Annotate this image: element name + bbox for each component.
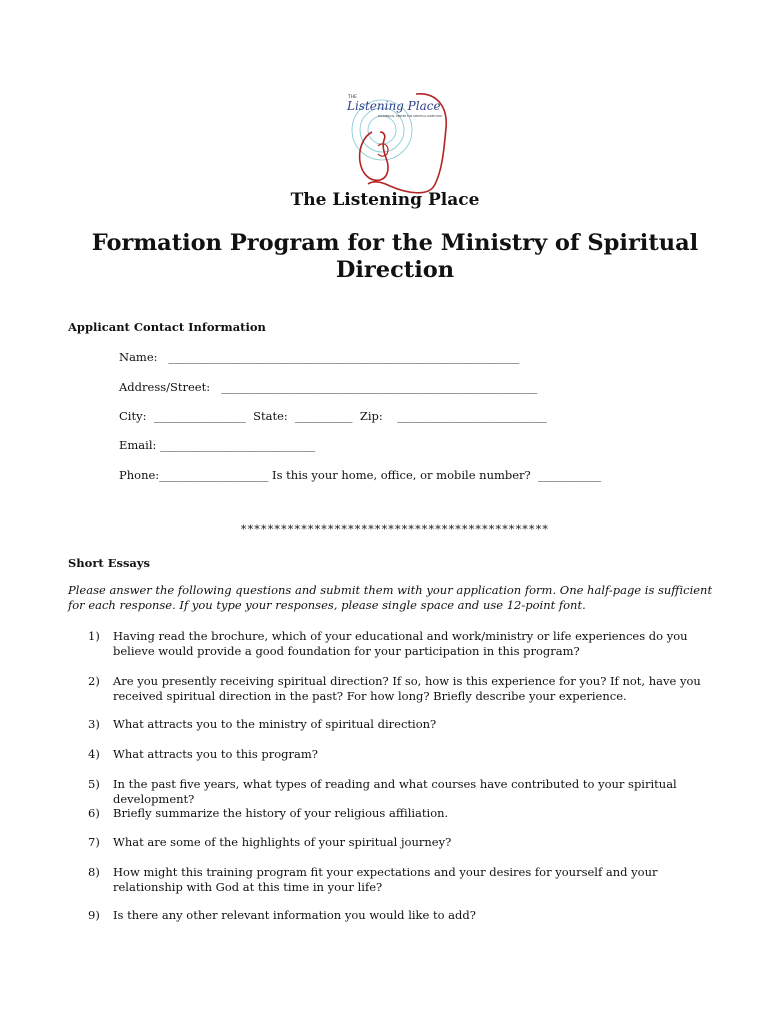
question-text: What attracts you to the ministry of spiritual direction? [113, 717, 437, 731]
question-number: 5) [88, 777, 100, 791]
question-text: Briefly summarize the history of your religious affiliation. [113, 806, 449, 820]
question-8 [88, 865, 728, 895]
city-state-zip-field[interactable]: City: ________________ State: __________ Zip: __________________________ [119, 409, 547, 423]
question-number: 9) [88, 908, 100, 922]
question-9 [88, 908, 728, 923]
name-field[interactable]: Name: _____________________________________________________________ [119, 350, 520, 364]
question-number: 6) [88, 806, 100, 820]
question-number: 1) [88, 629, 100, 643]
listening-place-logo [338, 88, 454, 198]
phone-field[interactable]: Phone:___________________ Is this your home, office, or mobile number? ___________ [119, 468, 602, 482]
question-5 [88, 777, 728, 807]
question-number: 2) [88, 674, 100, 688]
question-3 [88, 717, 728, 732]
question-text: What are some of the highlights of your spiritual journey? [113, 835, 452, 849]
question-text: In the past five years, what types of reading and what courses have contributed to your spiritual development? [113, 777, 677, 806]
question-text: What attracts you to this program? [113, 747, 318, 761]
question-2 [88, 674, 728, 704]
question-number: 3) [88, 717, 100, 731]
question-number: 4) [88, 747, 100, 761]
question-text: Having read the brochure, which of your educational and work/ministry or life experiences do you believe would provide a good foundation for your participation in this program? [113, 629, 688, 658]
question-text: Is there any other relevant information you would like to add? [113, 908, 476, 922]
logo-script-text: Listening Place [347, 99, 441, 113]
question-number: 7) [88, 835, 100, 849]
question-number: 8) [88, 865, 100, 879]
logo-small-text: ECUMENICAL CENTER FOR SPIRITUAL DIRECTION [378, 115, 442, 118]
essays-heading: Short Essays [68, 556, 151, 570]
question-6 [88, 806, 728, 821]
question-4 [88, 747, 728, 762]
question-1 [88, 629, 728, 659]
contact-heading: Applicant Contact Information [68, 320, 266, 334]
separator: ********************************************** [240, 523, 550, 536]
document-title: Formation Program for the Ministry of Spiritual Direction [91, 230, 699, 283]
question-7 [88, 835, 728, 850]
question-text: How might this training program fit your expectations and your desires for yourself and your relationship with God at this time in your life? [113, 865, 658, 894]
essays-instructions: Please answer the following questions and submit them with your application form. One half-page is sufficient for each response. If you type your responses, please single space and use 12-point font. [68, 583, 713, 612]
logo-top-text: THE [348, 95, 357, 100]
email-field[interactable]: Email: ___________________________ [119, 438, 316, 452]
question-text: Are you presently receiving spiritual direction? If so, how is this experience for you? If not, have you received spiritual direction in the past? For how long? Briefly describe your experience. [113, 674, 701, 703]
address-field[interactable]: Address/Street: _______________________________________________________ [119, 380, 538, 394]
organization-name: The Listening Place [290, 190, 480, 210]
